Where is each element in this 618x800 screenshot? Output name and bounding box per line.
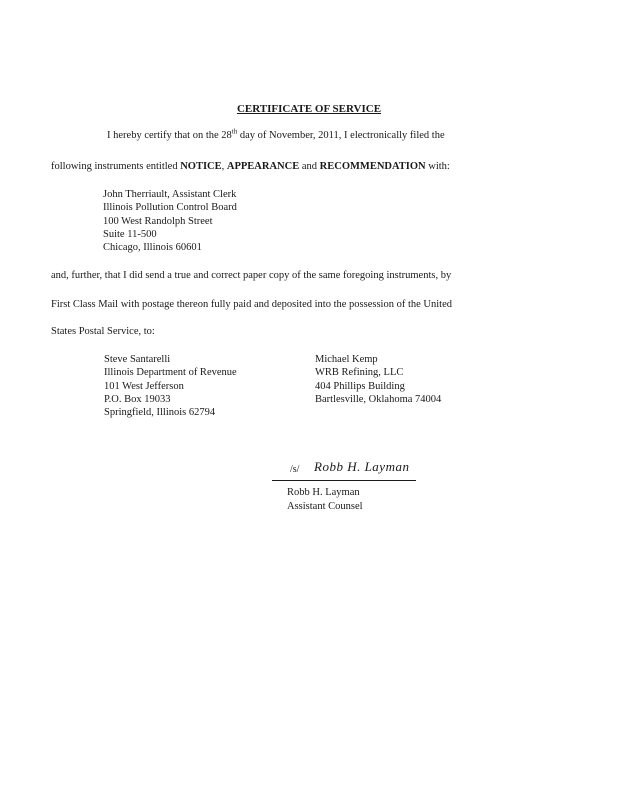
signer-name: Robb H. Layman <box>287 487 360 498</box>
address-line: Steve Santarelli <box>104 354 171 365</box>
instrument-notice: NOTICE <box>180 161 222 172</box>
address-line: P.O. Box 19033 <box>104 393 171 405</box>
service-paragraph-line-1: and, further, that I did send a true and correct paper copy of the same foregoing instruments, by <box>51 270 452 281</box>
address-line: Michael Kemp <box>315 354 378 365</box>
electronic-signature-mark: /s/ <box>290 464 300 475</box>
address-line: Illinois Pollution Control Board <box>103 202 237 214</box>
handwritten-signature: Robb H. Layman <box>314 459 410 474</box>
instruments-separator: , <box>221 161 227 172</box>
recipient-address-left <box>104 353 237 419</box>
certify-text-end: day of November, 2011, I electronically filed the <box>237 130 445 141</box>
address-line: 100 West Randolph Street <box>103 215 213 227</box>
instruments-paragraph <box>51 161 450 173</box>
address-line: WRB Refining, LLC <box>315 367 404 379</box>
instrument-recommendation: RECOMMENDATION <box>319 161 426 172</box>
address-line: Suite 11-500 <box>103 228 157 240</box>
address-line: Bartlesville, Oklahoma 74004 <box>315 393 442 405</box>
instruments-text-end: with: <box>425 161 450 172</box>
address-line: Illinois Department of Revenue <box>104 367 237 379</box>
address-line: Chicago, Illinois 60601 <box>103 242 202 254</box>
service-paragraph-line-2: First Class Mail with postage thereon fully paid and deposited into the possession of the United <box>51 299 452 310</box>
document-title: CERTIFICATE OF SERVICE <box>236 103 382 115</box>
instrument-appearance: APPEARANCE <box>226 161 300 172</box>
instruments-conjunction: and <box>299 161 320 172</box>
certify-paragraph <box>107 127 445 142</box>
service-paragraph-line-3: States Postal Service, to: <box>51 326 155 337</box>
recipient-address-right <box>315 353 441 406</box>
date-ordinal-suffix: th <box>231 127 238 136</box>
certify-text-start: I hereby certify that on the 28 <box>107 130 232 141</box>
instruments-text-start: following instruments entitled <box>51 161 181 172</box>
address-line: John Therriault, Assistant Clerk <box>103 189 237 200</box>
signer-role: Assistant Counsel <box>287 501 363 512</box>
address-line: 101 West Jefferson <box>104 380 184 392</box>
address-line: Springfield, Illinois 62794 <box>104 407 216 419</box>
signature-line <box>272 480 416 481</box>
clerk-address-block <box>103 188 237 254</box>
signer-block <box>287 486 363 514</box>
address-line: 404 Phillips Building <box>315 380 405 392</box>
